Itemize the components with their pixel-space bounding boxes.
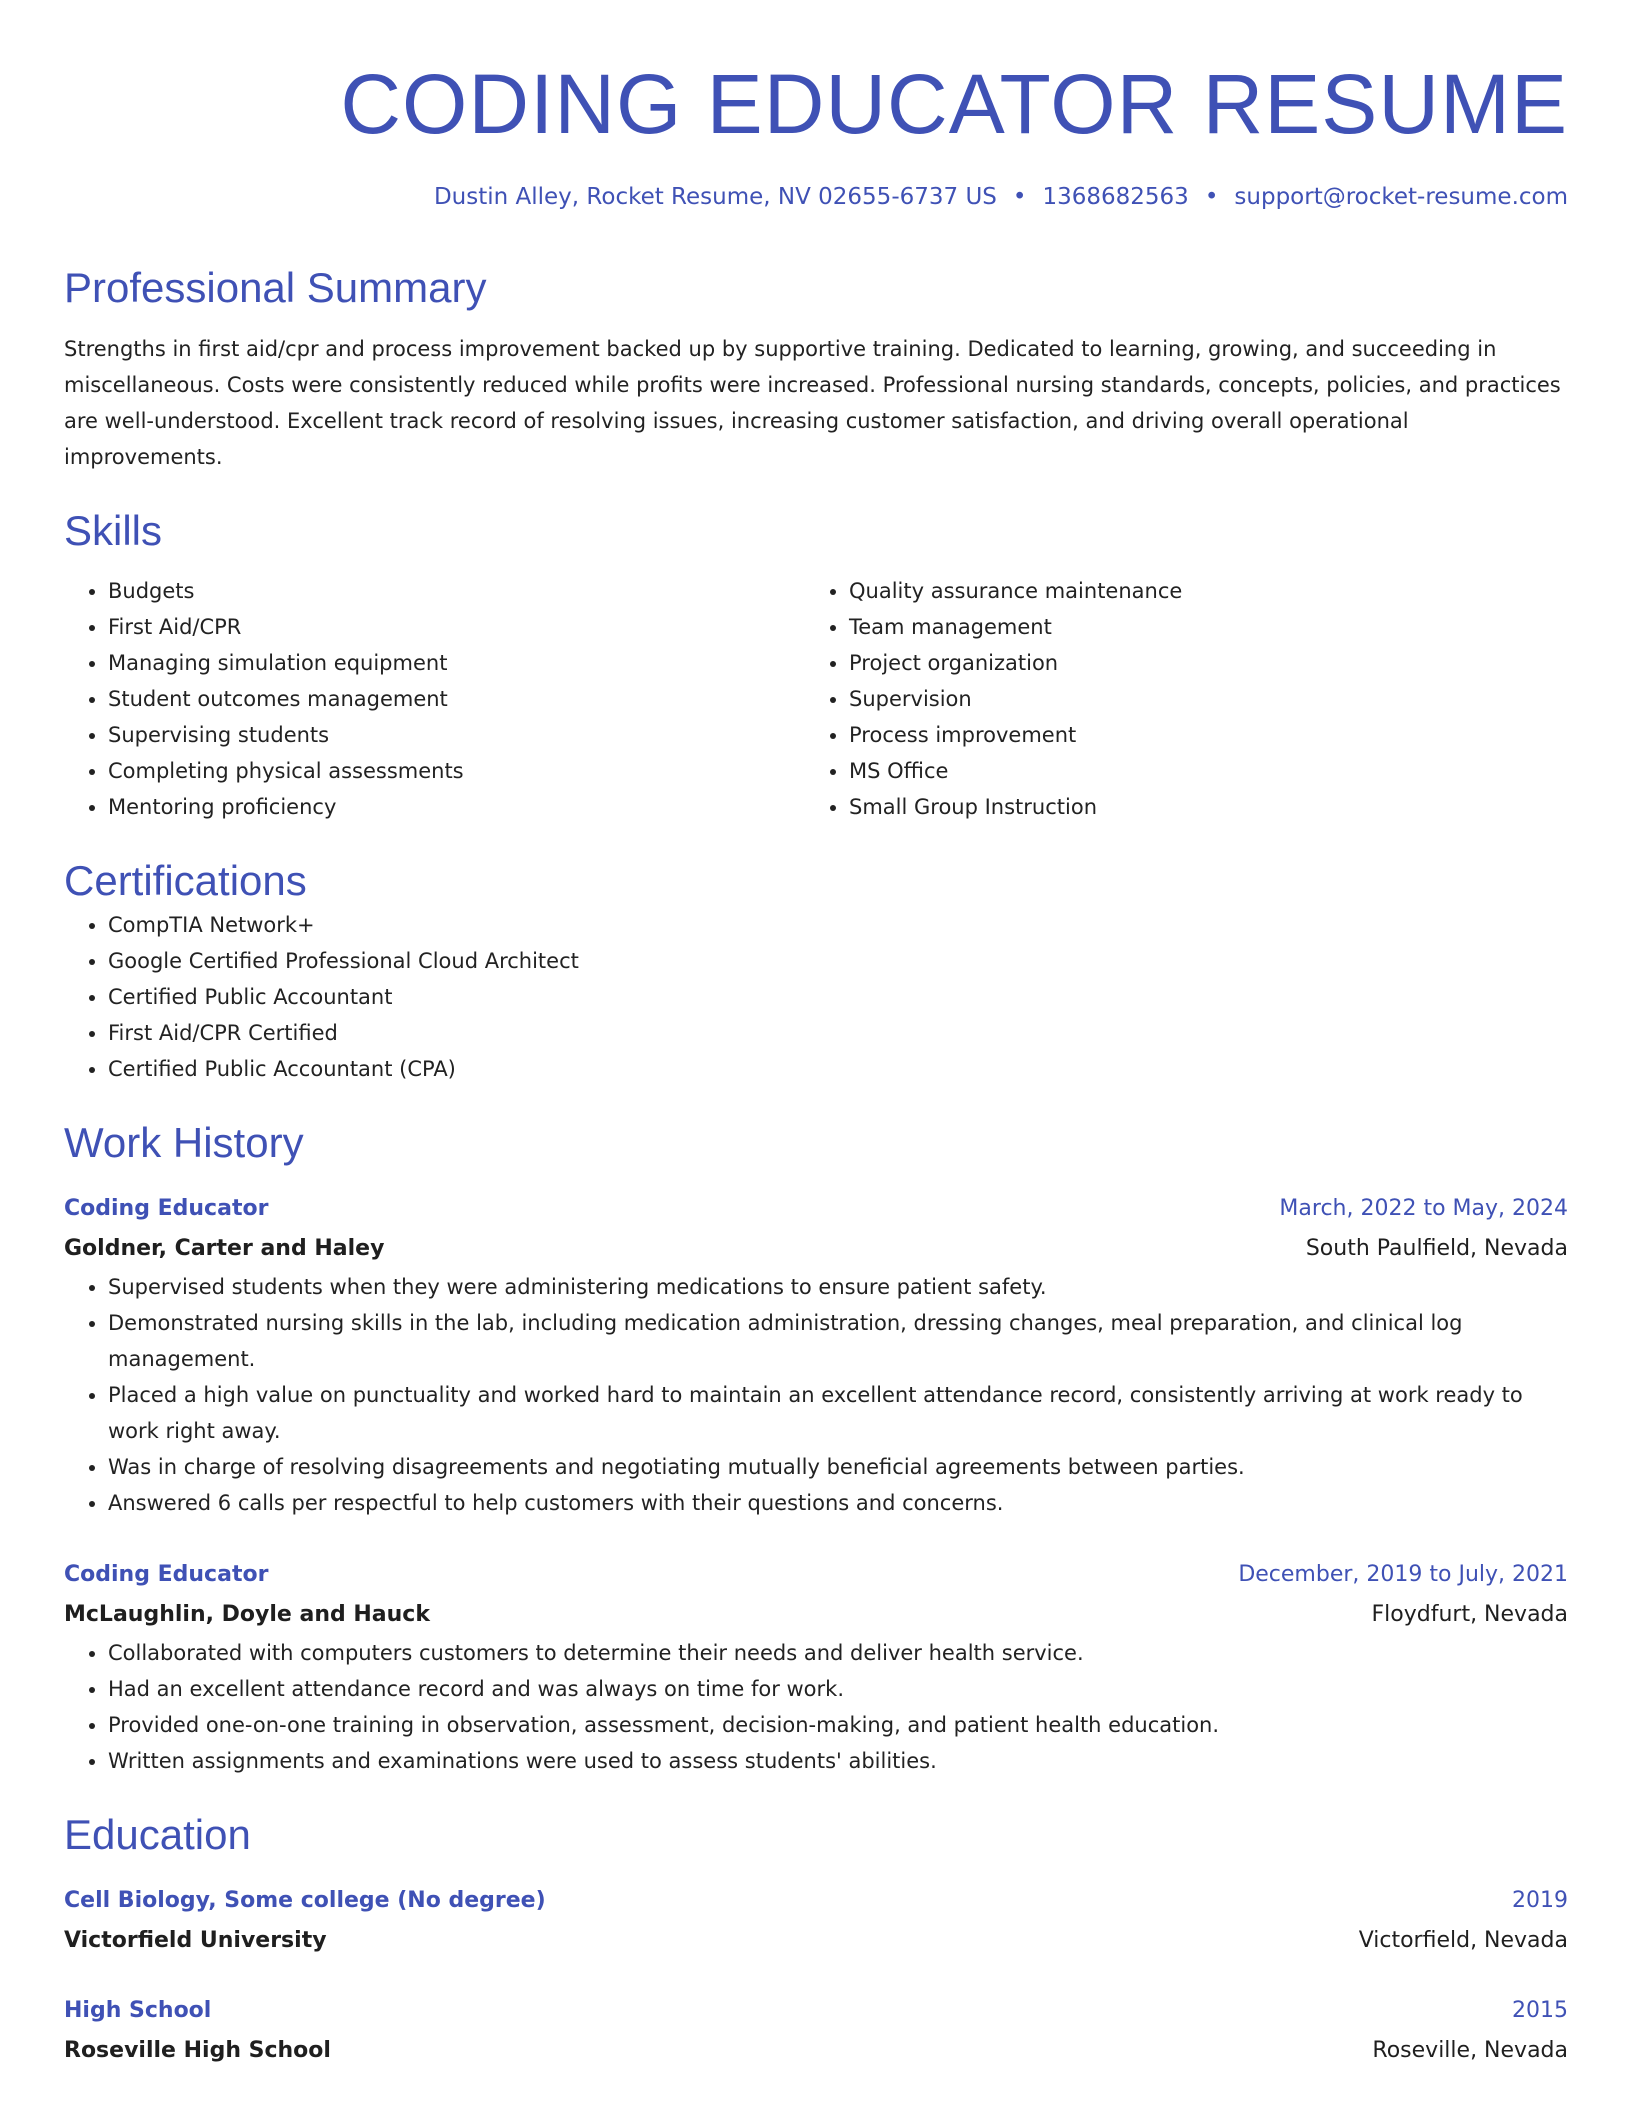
job-duties-list (64, 1269, 1568, 1521)
certification-item: • Certified Public Accountant (108, 979, 1568, 1015)
skill-item: • Completing physical assessments (108, 753, 805, 789)
education-location: Roseville, Nevada (1372, 2038, 1568, 2063)
certifications-list (64, 907, 1568, 1087)
education-year: 2015 (1512, 1998, 1568, 2023)
skill-item: • Process improvement (849, 717, 1546, 753)
skill-item: • First Aid/CPR (108, 609, 805, 645)
job-role: Coding Educator (64, 1562, 269, 1587)
skills-list-right (805, 573, 1546, 825)
skill-item: • MS Office (849, 753, 1546, 789)
education-degree: Cell Biology, Some college (No degree) (64, 1888, 546, 1913)
job-company-row (64, 1595, 1568, 1635)
skill-item: • Supervising students (108, 717, 805, 753)
education-entry (64, 1991, 1568, 2071)
education-heading: Education (64, 1811, 251, 1858)
education-school: Victorfield University (64, 1928, 327, 1953)
contact-address: Dustin Alley, Rocket Resume, NV 02655-6737 US (433, 184, 997, 210)
skill-item: • Supervision (849, 681, 1546, 717)
job-company: McLaughlin, Doyle and Hauck (64, 1602, 430, 1627)
certification-item: • Google Certified Professional Cloud Architect (108, 943, 1568, 979)
skills-column-left (64, 573, 805, 825)
job-entry (64, 1189, 1568, 1521)
job-duty-item: • Placed a high value on punctuality and worked hard to maintain an excellent attendance record, consistently arriving at work ready to work right away. (108, 1377, 1568, 1449)
resume-header (64, 0, 1568, 212)
education-degree-row (64, 1881, 1568, 1921)
job-duties-list (64, 1635, 1568, 1779)
skill-item: • Quality assurance maintenance (849, 573, 1546, 609)
skill-item: • Small Group Instruction (849, 789, 1546, 825)
job-dates: March, 2022 to May, 2024 (1279, 1196, 1568, 1221)
education-entry (64, 1881, 1568, 1961)
job-role: Coding Educator (64, 1196, 269, 1221)
skills-section (64, 505, 1568, 825)
resume-title: CODING EDUCATOR RESUME (340, 57, 1568, 151)
contact-email[interactable]: support@rocket-resume.com (1234, 184, 1568, 210)
certification-item: • First Aid/CPR Certified (108, 1015, 1568, 1051)
job-company-row (64, 1229, 1568, 1269)
contact-phone[interactable]: 1368682563 (1042, 184, 1189, 210)
education-school: Roseville High School (64, 2038, 331, 2063)
skill-item: • Student outcomes management (108, 681, 805, 717)
education-school-row (64, 1921, 1568, 1961)
summary-heading: Professional Summary (64, 264, 487, 311)
work-history-heading: Work History (64, 1119, 304, 1166)
job-duty-item: • Supervised students when they were administering medications to ensure patient safety. (108, 1269, 1568, 1305)
certifications-section (64, 855, 1568, 1087)
job-location: South Paulfield, Nevada (1305, 1236, 1568, 1261)
work-history-section (64, 1117, 1568, 1779)
contact-separator: • (1012, 184, 1027, 210)
certifications-heading: Certifications (64, 857, 307, 904)
education-section (64, 1809, 1568, 2071)
job-duty-item: • Was in charge of resolving disagreements and negotiating mutually beneficial agreements between parties. (108, 1449, 1568, 1485)
skills-grid (64, 573, 1568, 825)
skill-item: • Team management (849, 609, 1546, 645)
job-company: Goldner, Carter and Haley (64, 1236, 385, 1261)
education-degree-row (64, 1991, 1568, 2031)
job-title-row (64, 1189, 1568, 1229)
job-title-row (64, 1555, 1568, 1595)
certification-item: • CompTIA Network+ (108, 907, 1568, 943)
job-duty-item: • Written assignments and examinations were used to assess students' abilities. (108, 1743, 1568, 1779)
skill-item: • Mentoring proficiency (108, 789, 805, 825)
skills-heading: Skills (64, 507, 163, 554)
skills-list-left (64, 573, 805, 825)
summary-text: Strengths in first aid/cpr and process improvement backed up by supportive training. Dedicated to learning, growing, and succeeding in miscellaneous. Costs were consistently reduced while profits were increased. Professional nursing standards, concepts, policies, and practices are well-understood. Excellent track record of resolving issues, increasing customer satisfaction, and driving overall operational improvements. (64, 337, 1561, 469)
job-duty-item: • Collaborated with computers customers to determine their needs and deliver health service. (108, 1635, 1568, 1671)
job-entry (64, 1555, 1568, 1779)
education-location: Victorfield, Nevada (1358, 1928, 1568, 1953)
job-duty-item: • Had an excellent attendance record and was always on time for work. (108, 1671, 1568, 1707)
contact-line (64, 182, 1568, 212)
education-degree: High School (64, 1998, 212, 2023)
skill-item: • Budgets (108, 573, 805, 609)
job-duty-item: • Demonstrated nursing skills in the lab, including medication administration, dressing changes, meal preparation, and clinical log management. (108, 1305, 1568, 1377)
job-location: Floydfurt, Nevada (1371, 1602, 1568, 1627)
summary-section (64, 262, 1568, 475)
job-dates: December, 2019 to July, 2021 (1238, 1562, 1568, 1587)
contact-separator: • (1204, 184, 1219, 210)
education-year: 2019 (1512, 1888, 1568, 1913)
skills-column-right (805, 573, 1546, 825)
job-duty-item: • Answered 6 calls per respectful to help customers with their questions and concerns. (108, 1485, 1568, 1521)
skill-item: • Project organization (849, 645, 1546, 681)
skill-item: • Managing simulation equipment (108, 645, 805, 681)
job-duty-item: • Provided one-on-one training in observation, assessment, decision-making, and patient health education. (108, 1707, 1568, 1743)
certification-item: • Certified Public Accountant (CPA) (108, 1051, 1568, 1087)
education-school-row (64, 2031, 1568, 2071)
